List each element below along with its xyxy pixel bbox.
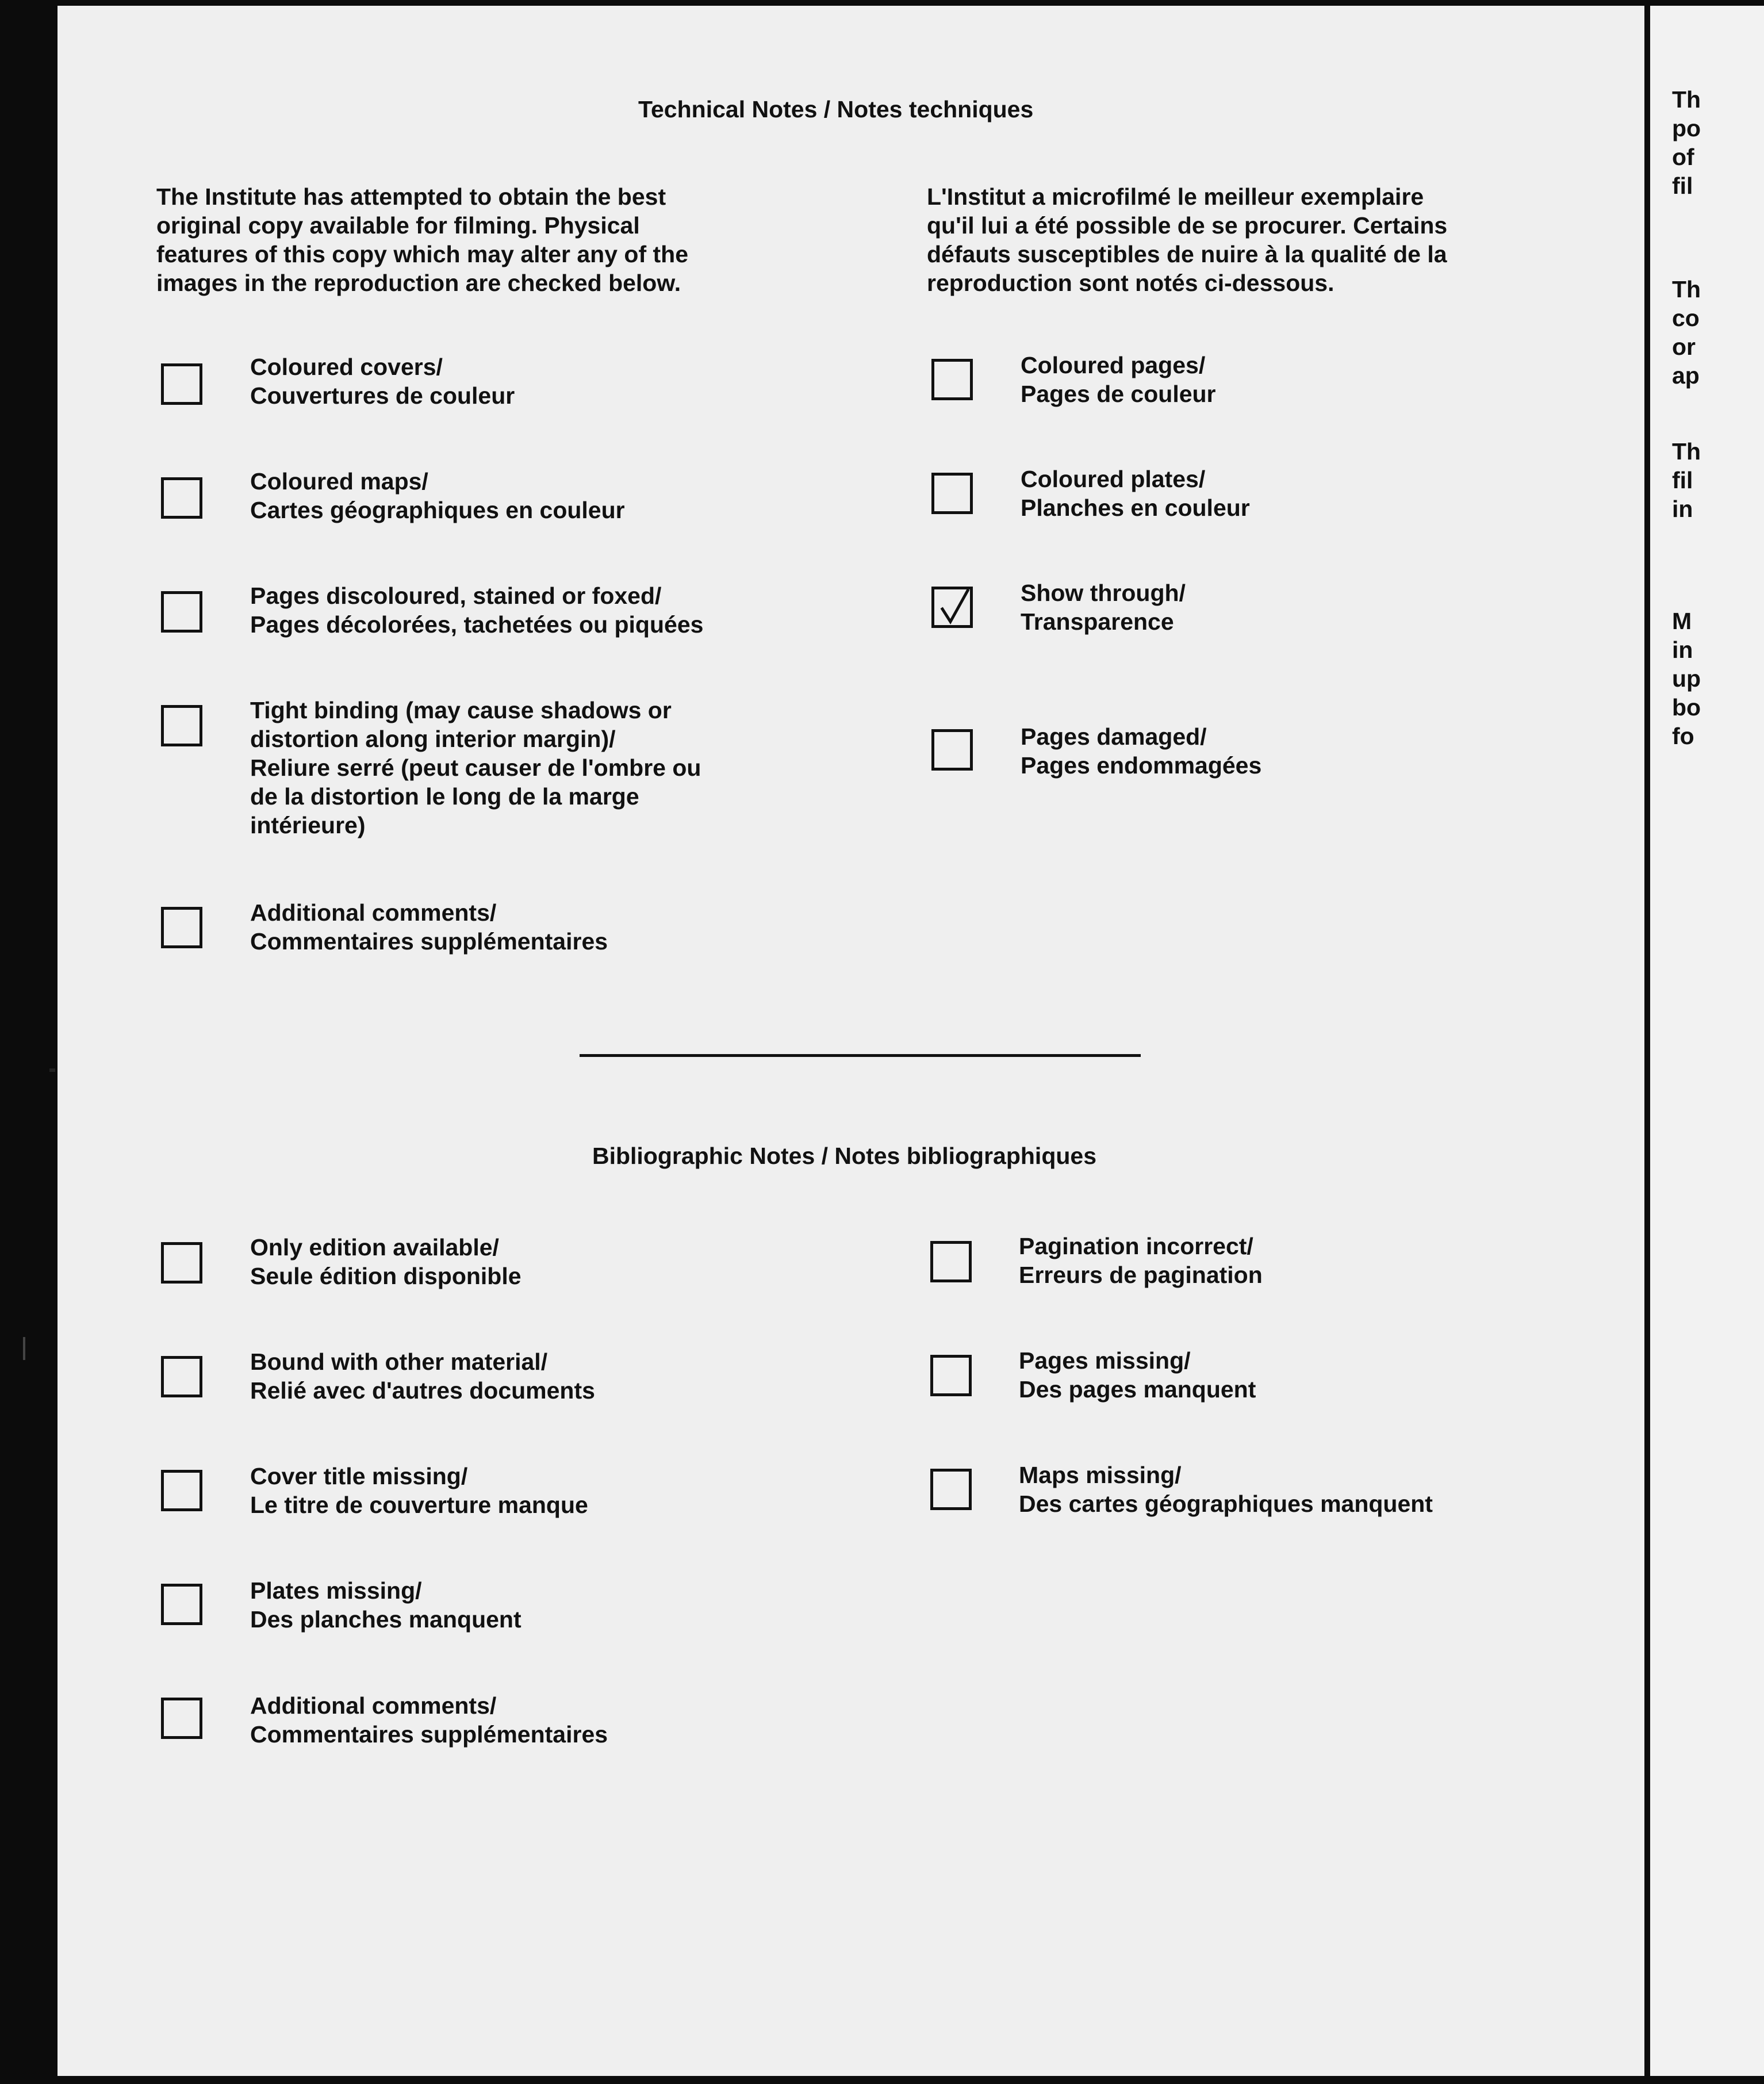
item-label: intérieure) xyxy=(250,812,366,838)
checkbox-maps-missing[interactable] xyxy=(930,1469,972,1510)
item-coloured-covers xyxy=(250,353,515,410)
intro-line: features of this copy which may alter any of the xyxy=(156,241,689,267)
item-label: Des pages manquent xyxy=(1019,1376,1256,1403)
document-page xyxy=(57,6,1644,2076)
fragment-line: in xyxy=(1672,637,1693,663)
item-pages-missing xyxy=(1019,1346,1256,1404)
item-label: Coloured covers/ xyxy=(250,354,443,380)
item-label: Des planches manquent xyxy=(250,1606,521,1633)
intro-line: L'Institut a microfilmé le meilleur exemplaire xyxy=(927,183,1424,210)
item-label: Pages damaged/ xyxy=(1021,723,1207,750)
checkbox-coloured-plates[interactable] xyxy=(931,473,973,514)
item-label: Commentaires supplémentaires xyxy=(250,1721,608,1748)
adjacent-text-block xyxy=(1672,85,1701,200)
item-label: Coloured pages/ xyxy=(1021,352,1206,378)
item-only-edition xyxy=(250,1233,521,1290)
checkbox-pages-damaged[interactable] xyxy=(931,729,973,771)
item-label: de la distortion le long de la marge xyxy=(250,783,639,810)
item-coloured-pages xyxy=(1021,351,1216,408)
intro-english xyxy=(156,182,688,297)
margin-mark xyxy=(49,1068,55,1072)
fragment-line: bo xyxy=(1672,694,1701,721)
intro-line: défauts susceptibles de nuire à la qualité de la xyxy=(927,241,1447,267)
intro-line: original copy available for filming. Physical xyxy=(156,212,640,239)
item-label: Erreurs de pagination xyxy=(1019,1262,1263,1288)
fragment-line: fil xyxy=(1672,467,1693,493)
item-plates-missing xyxy=(250,1576,521,1634)
item-coloured-maps xyxy=(250,467,625,524)
adjacent-text-block xyxy=(1672,437,1701,523)
checkbox-bound-with-other[interactable] xyxy=(161,1356,202,1397)
item-label: Cover title missing/ xyxy=(250,1463,468,1489)
item-label: Maps missing/ xyxy=(1019,1462,1182,1488)
item-pages-discoloured xyxy=(250,581,703,639)
item-additional-comments-bibliographic xyxy=(250,1691,608,1749)
checkbox-show-through[interactable] xyxy=(931,587,973,628)
fragment-line: of xyxy=(1672,144,1694,170)
fragment-line: M xyxy=(1672,608,1692,634)
item-label: Le titre de couverture manque xyxy=(250,1492,588,1518)
item-label: Coloured maps/ xyxy=(250,468,428,495)
checkbox-coloured-covers[interactable] xyxy=(161,363,202,405)
checkbox-coloured-pages[interactable] xyxy=(931,359,973,400)
item-label: Relié avec d'autres documents xyxy=(250,1377,595,1404)
checkbox-coloured-maps[interactable] xyxy=(161,477,202,519)
checkbox-plates-missing[interactable] xyxy=(161,1584,202,1625)
fragment-line: co xyxy=(1672,305,1700,331)
checkbox-pagination-incorrect[interactable] xyxy=(930,1241,972,1282)
fragment-line: up xyxy=(1672,665,1701,692)
fragment-line: Th xyxy=(1672,438,1701,465)
technical-notes-title: Technical Notes / Notes techniques xyxy=(638,96,1034,122)
item-label: Pages missing/ xyxy=(1019,1347,1191,1374)
item-label: Additional comments/ xyxy=(250,899,497,926)
item-tight-binding xyxy=(250,696,701,840)
fragment-line: fil xyxy=(1672,173,1693,199)
item-label: Pages de couleur xyxy=(1021,381,1216,407)
item-label: Bound with other material/ xyxy=(250,1349,548,1375)
checkbox-only-edition[interactable] xyxy=(161,1242,202,1284)
item-bound-with-other xyxy=(250,1347,595,1405)
intro-french xyxy=(927,182,1447,297)
checkbox-cover-title-missing[interactable] xyxy=(161,1470,202,1511)
item-label: Plates missing/ xyxy=(250,1577,422,1604)
intro-line: The Institute has attempted to obtain the best xyxy=(156,183,666,210)
item-label: Pages discoloured, stained or foxed/ xyxy=(250,583,662,609)
section-divider xyxy=(580,1054,1141,1057)
fragment-line: ap xyxy=(1672,362,1700,389)
bibliographic-notes-title: Bibliographic Notes / Notes bibliographiques xyxy=(592,1143,1097,1169)
item-label: Coloured plates/ xyxy=(1021,466,1206,492)
item-label: Commentaires supplémentaires xyxy=(250,928,608,955)
item-label: Show through/ xyxy=(1021,580,1186,606)
item-cover-title-missing xyxy=(250,1462,588,1519)
adjacent-text-block xyxy=(1672,275,1701,390)
item-label: Seule édition disponible xyxy=(250,1263,521,1289)
fragment-line: po xyxy=(1672,115,1701,141)
checkbox-pages-discoloured[interactable] xyxy=(161,591,202,633)
item-maps-missing xyxy=(1019,1461,1433,1518)
adjacent-page-edge xyxy=(1650,6,1764,2076)
checkbox-additional-comments-technical[interactable] xyxy=(161,907,202,948)
item-label: Planches en couleur xyxy=(1021,495,1250,521)
checkbox-additional-comments-bibliographic[interactable] xyxy=(161,1698,202,1739)
margin-mark xyxy=(23,1337,25,1360)
intro-line: images in the reproduction are checked below. xyxy=(156,270,681,296)
item-additional-comments-technical xyxy=(250,898,608,956)
item-label: Transparence xyxy=(1021,608,1174,635)
item-label: distortion along interior margin)/ xyxy=(250,726,616,752)
checkmark-icon xyxy=(934,589,976,631)
item-label: Pages endommagées xyxy=(1021,752,1262,779)
item-label: Reliure serré (peut causer de l'ombre ou xyxy=(250,754,701,781)
checkbox-tight-binding[interactable] xyxy=(161,705,202,746)
item-label: Cartes géographiques en couleur xyxy=(250,497,625,523)
item-show-through xyxy=(1021,579,1186,636)
intro-line: reproduction sont notés ci-dessous. xyxy=(927,270,1334,296)
item-label: Tight binding (may cause shadows or xyxy=(250,697,672,723)
item-label: Additional comments/ xyxy=(250,1692,497,1719)
item-label: Pagination incorrect/ xyxy=(1019,1233,1253,1259)
fragment-line: in xyxy=(1672,496,1693,522)
item-label: Des cartes géographiques manquent xyxy=(1019,1491,1433,1517)
item-label: Only edition available/ xyxy=(250,1234,499,1261)
item-label: Pages décolorées, tachetées ou piquées xyxy=(250,611,704,638)
fragment-line: fo xyxy=(1672,723,1694,749)
item-pagination-incorrect xyxy=(1019,1232,1263,1289)
fragment-line: Th xyxy=(1672,276,1701,302)
item-pages-damaged xyxy=(1021,722,1261,780)
item-coloured-plates xyxy=(1021,465,1250,522)
adjacent-text-block xyxy=(1672,607,1701,750)
fragment-line: Th xyxy=(1672,86,1701,113)
checkbox-pages-missing[interactable] xyxy=(930,1355,972,1396)
item-label: Couvertures de couleur xyxy=(250,382,515,409)
intro-line: qu'il lui a été possible de se procurer. Certains xyxy=(927,212,1448,239)
fragment-line: or xyxy=(1672,334,1696,360)
